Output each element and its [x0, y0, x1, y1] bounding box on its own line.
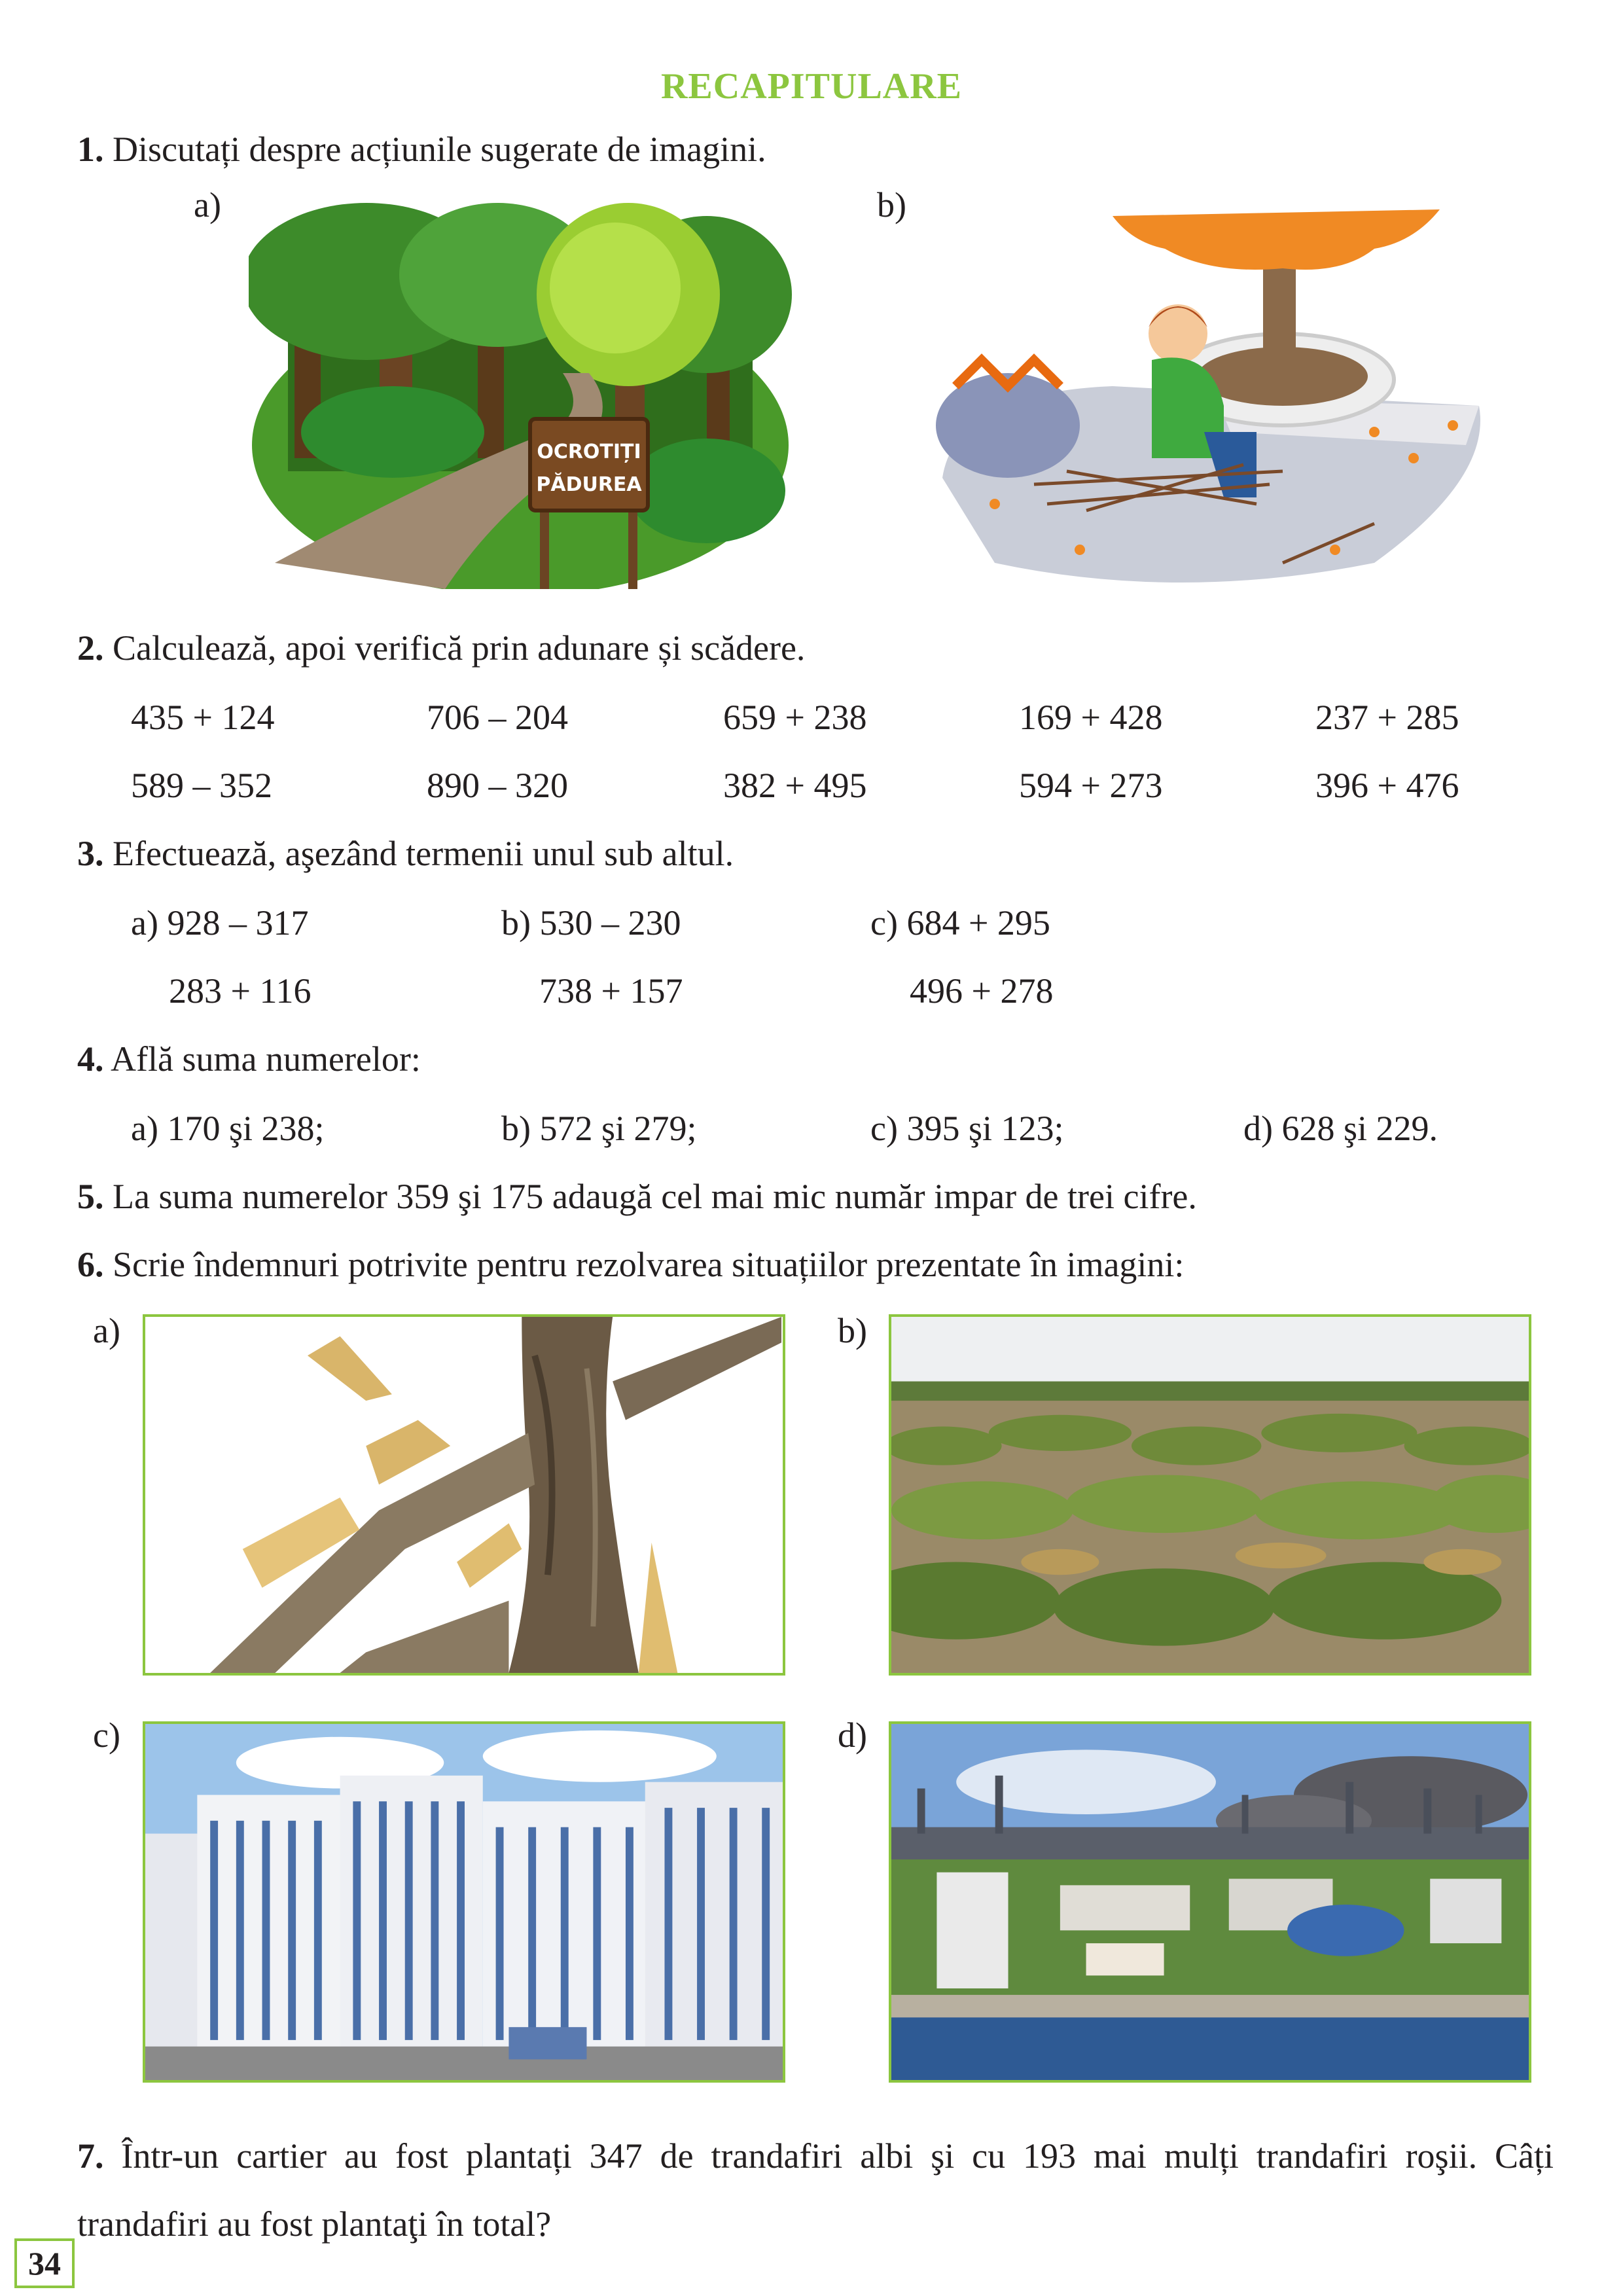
ex4-item-b: b) 572 şi 279;	[501, 1109, 697, 1148]
exercise-1	[77, 128, 766, 170]
ex4-item-a: a) 170 şi 238;	[131, 1109, 325, 1148]
exercise-text: Efectuează, aşezând termenii unul sub altul.	[113, 834, 734, 873]
ex4-item-d: d) 628 şi 229.	[1243, 1109, 1438, 1148]
ex3-item-b1: b) 530 – 230	[501, 903, 681, 942]
exercise-7-line-1	[77, 2135, 1554, 2177]
exercise-number: 3.	[77, 834, 104, 873]
image-label-b: b)	[877, 185, 906, 224]
exercise-5	[77, 1175, 1197, 1217]
ex4-item-c: c) 395 şi 123;	[870, 1109, 1064, 1148]
ex2-row2-item5: 396 + 476	[1315, 766, 1459, 805]
exercise-3	[77, 833, 734, 874]
page-number: 34	[14, 2238, 75, 2288]
page-title: RECAPITULARE	[660, 66, 963, 107]
ex2-row2-item4: 594 + 273	[1019, 766, 1163, 805]
sign-line-1: OCROTIȚI	[537, 440, 641, 463]
exercise-number: 5.	[77, 1177, 104, 1216]
ex2-row1-item5: 237 + 285	[1315, 698, 1459, 737]
ex2-row1-item2: 706 – 204	[427, 698, 568, 737]
exercise-text: Calculează, apoi verifică prin adunare și scădere.	[113, 628, 806, 668]
ex3-item-a1: a) 928 – 317	[131, 903, 309, 942]
ex2-row2-item2: 890 – 320	[427, 766, 568, 805]
exercise-7-line-2: trandafiri au fost plantaţi în total?	[77, 2204, 552, 2244]
exercise-2	[77, 627, 805, 669]
ex2-row2-item3: 382 + 495	[723, 766, 867, 805]
ex3-item-a2: 283 + 116	[169, 971, 312, 1011]
sign-line-2: PĂDUREA	[536, 473, 642, 496]
ex2-row1-item3: 659 + 238	[723, 698, 867, 737]
exercise-4	[77, 1038, 421, 1080]
exercise-text: Discutați despre acțiunile sugerate de imagini.	[113, 130, 766, 169]
ex2-row1-item4: 169 + 428	[1019, 698, 1163, 737]
exercise-text: Într-un cartier au fost plantați 347 de trandafiri albi şi cu 193 mai mulți trandafiri roşii. Câți	[121, 2136, 1554, 2176]
wilted-field-photo	[889, 1314, 1531, 1676]
exercise-text: La suma numerelor 359 şi 175 adaugă cel mai mic număr impar de trei cifre.	[113, 1177, 1197, 1216]
broken-tree-photo	[143, 1314, 785, 1676]
exercise-number: 2.	[77, 628, 104, 668]
industrial-city-photo	[889, 1721, 1531, 2083]
image-label-a: a)	[194, 185, 221, 224]
exercise-number: 1.	[77, 130, 104, 169]
exercise-text: Află suma numerelor:	[111, 1039, 421, 1079]
exercise-text: Scrie îndemnuri potrivite pentru rezolvarea situațiilor prezentate în imagini:	[113, 1245, 1185, 1284]
photo-label-a: a)	[93, 1311, 120, 1350]
exercise-6	[77, 1244, 1184, 1285]
apartment-buildings-photo	[143, 1721, 785, 2083]
exercise-number: 6.	[77, 1245, 104, 1284]
photo-label-b: b)	[838, 1311, 867, 1350]
exercise-number: 7.	[77, 2136, 104, 2176]
ex3-item-c2: 496 + 278	[910, 971, 1054, 1011]
exercise-number: 4.	[77, 1039, 104, 1079]
ex3-item-c1: c) 684 + 295	[870, 903, 1050, 942]
boy-gathering-branches-illustration	[916, 196, 1492, 589]
ex3-item-b2: 738 + 157	[539, 971, 683, 1011]
ex2-row1-item1: 435 + 124	[131, 698, 275, 737]
ex2-row2-item1: 589 – 352	[131, 766, 272, 805]
photo-label-d: d)	[838, 1715, 867, 1755]
forest-illustration	[249, 196, 792, 589]
photo-label-c: c)	[93, 1715, 120, 1755]
